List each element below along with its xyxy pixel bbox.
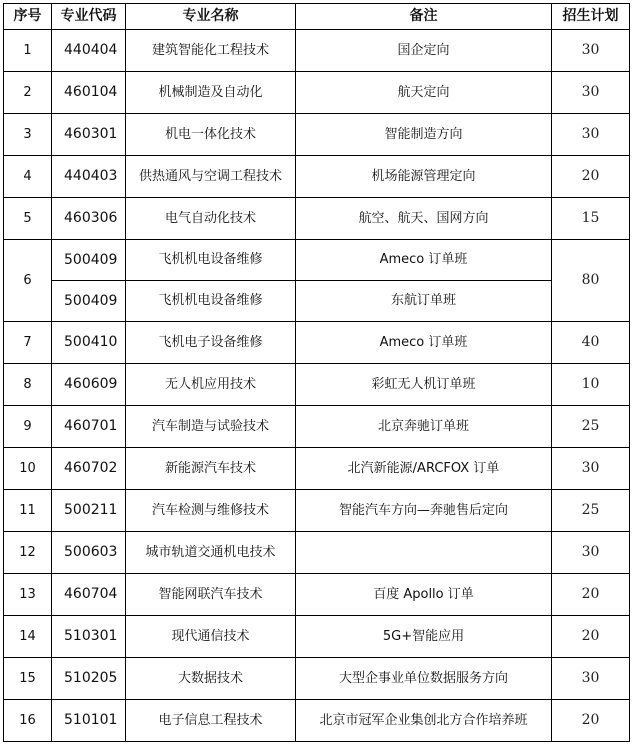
row-note: 机场能源管理定向 bbox=[296, 156, 552, 198]
enrollment-plan-table bbox=[3, 3, 630, 742]
row-plan: 80 bbox=[552, 240, 630, 322]
row-plan: 20 bbox=[552, 156, 630, 198]
row-index: 1 bbox=[4, 30, 52, 72]
row-name: 现代通信技术 bbox=[126, 616, 296, 658]
row-code: 460701 bbox=[52, 406, 126, 448]
row-index: 11 bbox=[4, 490, 52, 532]
row-plan: 25 bbox=[552, 406, 630, 448]
row-index: 16 bbox=[4, 700, 52, 742]
table-row bbox=[4, 574, 630, 616]
header-name: 专业名称 bbox=[126, 4, 296, 30]
row-name: 机械制造及自动化 bbox=[126, 72, 296, 114]
table-row bbox=[4, 156, 630, 198]
row-code: 510301 bbox=[52, 616, 126, 658]
row-index: 2 bbox=[4, 72, 52, 114]
row-index: 3 bbox=[4, 114, 52, 156]
table-row bbox=[4, 240, 630, 281]
table-subrow bbox=[4, 281, 630, 322]
row-code: 460104 bbox=[52, 72, 126, 114]
row-code: 510101 bbox=[52, 700, 126, 742]
row-plan: 25 bbox=[552, 490, 630, 532]
row-name: 大数据技术 bbox=[126, 658, 296, 700]
row-code: 460704 bbox=[52, 574, 126, 616]
table-row bbox=[4, 198, 630, 240]
row-name: 飞机机电设备维修 bbox=[126, 281, 296, 322]
table-row bbox=[4, 364, 630, 406]
table-row bbox=[4, 448, 630, 490]
row-name: 汽车检测与维修技术 bbox=[126, 490, 296, 532]
row-note: Ameco 订单班 bbox=[296, 322, 552, 364]
row-plan: 30 bbox=[552, 448, 630, 490]
row-plan: 40 bbox=[552, 322, 630, 364]
row-note: 航天定向 bbox=[296, 72, 552, 114]
header-index: 序号 bbox=[4, 4, 52, 30]
row-plan: 20 bbox=[552, 574, 630, 616]
row-name: 建筑智能化工程技术 bbox=[126, 30, 296, 72]
row-code: 460702 bbox=[52, 448, 126, 490]
row-index: 15 bbox=[4, 658, 52, 700]
row-index: 10 bbox=[4, 448, 52, 490]
table-row bbox=[4, 616, 630, 658]
row-code: 440404 bbox=[52, 30, 126, 72]
row-plan: 30 bbox=[552, 114, 630, 156]
row-code: 500410 bbox=[52, 322, 126, 364]
table-row bbox=[4, 700, 630, 742]
row-name: 汽车制造与试验技术 bbox=[126, 406, 296, 448]
table-row bbox=[4, 490, 630, 532]
row-plan: 30 bbox=[552, 30, 630, 72]
row-name: 智能网联汽车技术 bbox=[126, 574, 296, 616]
row-plan: 20 bbox=[552, 616, 630, 658]
row-note: 智能汽车方向—奔驰售后定向 bbox=[296, 490, 552, 532]
row-name: 无人机应用技术 bbox=[126, 364, 296, 406]
table-row bbox=[4, 30, 630, 72]
row-code: 460306 bbox=[52, 198, 126, 240]
row-index: 13 bbox=[4, 574, 52, 616]
row-name: 电气自动化技术 bbox=[126, 198, 296, 240]
header-note: 备注 bbox=[296, 4, 552, 30]
row-code: 500603 bbox=[52, 532, 126, 574]
header-plan: 招生计划 bbox=[552, 4, 630, 30]
table-row bbox=[4, 114, 630, 156]
row-name: 电子信息工程技术 bbox=[126, 700, 296, 742]
row-plan: 10 bbox=[552, 364, 630, 406]
table-header-row bbox=[4, 4, 630, 30]
row-name: 供热通风与空调工程技术 bbox=[126, 156, 296, 198]
row-name: 新能源汽车技术 bbox=[126, 448, 296, 490]
row-name: 机电一体化技术 bbox=[126, 114, 296, 156]
row-code: 460609 bbox=[52, 364, 126, 406]
row-note: 东航订单班 bbox=[296, 281, 552, 322]
row-note: 彩虹无人机订单班 bbox=[296, 364, 552, 406]
row-code: 500211 bbox=[52, 490, 126, 532]
header-code: 专业代码 bbox=[52, 4, 126, 30]
row-plan: 30 bbox=[552, 658, 630, 700]
row-note bbox=[296, 532, 552, 574]
row-note: 北汽新能源/ARCFOX 订单 bbox=[296, 448, 552, 490]
row-code: 500409 bbox=[52, 240, 126, 281]
row-plan: 30 bbox=[552, 72, 630, 114]
row-note: 北京奔驰订单班 bbox=[296, 406, 552, 448]
row-plan: 20 bbox=[552, 700, 630, 742]
row-index: 14 bbox=[4, 616, 52, 658]
row-note: 百度 Apollo 订单 bbox=[296, 574, 552, 616]
row-index: 8 bbox=[4, 364, 52, 406]
row-index: 9 bbox=[4, 406, 52, 448]
row-code: 460301 bbox=[52, 114, 126, 156]
row-index: 7 bbox=[4, 322, 52, 364]
row-note: 智能制造方向 bbox=[296, 114, 552, 156]
row-note: 大型企事业单位数据服务方向 bbox=[296, 658, 552, 700]
row-note: 北京市冠军企业集创北方合作培养班 bbox=[296, 700, 552, 742]
row-name: 飞机机电设备维修 bbox=[126, 240, 296, 281]
row-code: 500409 bbox=[52, 281, 126, 322]
row-index: 6 bbox=[4, 240, 52, 322]
row-name: 城市轨道交通机电技术 bbox=[126, 532, 296, 574]
row-index: 4 bbox=[4, 156, 52, 198]
table-row bbox=[4, 658, 630, 700]
row-code: 440403 bbox=[52, 156, 126, 198]
row-note: Ameco 订单班 bbox=[296, 240, 552, 281]
row-name: 飞机电子设备维修 bbox=[126, 322, 296, 364]
row-plan: 30 bbox=[552, 532, 630, 574]
row-code: 510205 bbox=[52, 658, 126, 700]
table-row bbox=[4, 406, 630, 448]
row-index: 12 bbox=[4, 532, 52, 574]
row-note: 5G+智能应用 bbox=[296, 616, 552, 658]
table-row bbox=[4, 532, 630, 574]
row-note: 国企定向 bbox=[296, 30, 552, 72]
row-plan: 15 bbox=[552, 198, 630, 240]
row-index: 5 bbox=[4, 198, 52, 240]
table-row bbox=[4, 72, 630, 114]
table-row bbox=[4, 322, 630, 364]
row-note: 航空、航天、国网方向 bbox=[296, 198, 552, 240]
